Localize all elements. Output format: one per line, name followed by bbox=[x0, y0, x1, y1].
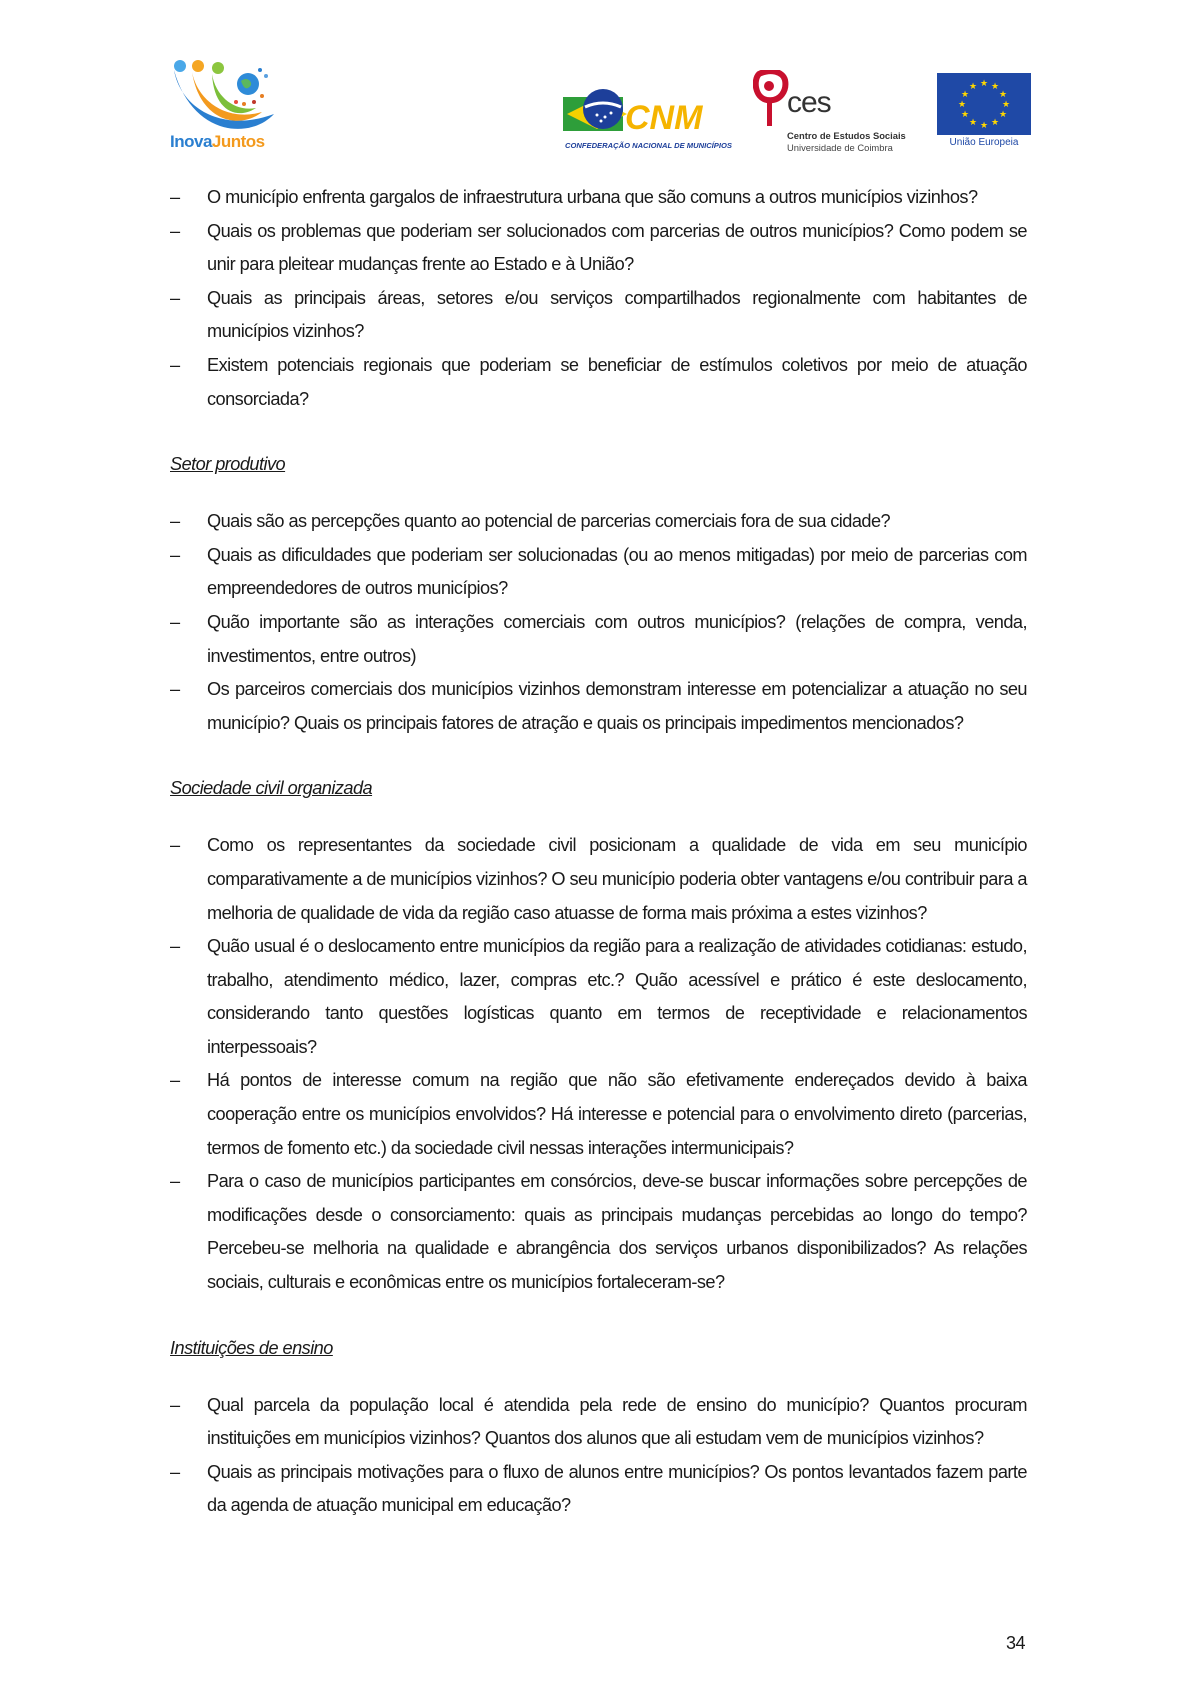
svg-text:★: ★ bbox=[968, 82, 978, 92]
list-item-text: Como os representantes da sociedade civil posicionam a qualidade de vida em seu município comparativamente a de municípios vizinhos? O seu município poderia obter vantagens e/ou contribuir para a melhoria de qualidade de vida da região caso atuasse de forma mais próxima a estes vizinhos? bbox=[207, 835, 1027, 923]
dash-bullet-icon: – bbox=[170, 1461, 180, 1482]
dash-bullet-icon: – bbox=[170, 511, 180, 532]
eu-logo bbox=[937, 73, 1031, 153]
list-item bbox=[170, 606, 1027, 673]
list-item-text: Há pontos de interesse comum na região que não são efetivamente endereçados devido à baixa cooperação entre os municípios envolvidos? Há interesse e potencial para o envolvimento direto (parcerias, termos de fomento etc.) da sociedade civil nessas interações intermunicipais? bbox=[207, 1070, 1027, 1158]
ces-name: Centro de Estudos Sociais bbox=[787, 130, 906, 141]
cnm-full-name: CONFEDERAÇÃO NACIONAL DE MUNICÍPIOS bbox=[565, 141, 732, 150]
ces-logo bbox=[753, 70, 906, 155]
svg-text:★: ★ bbox=[960, 110, 970, 120]
section bbox=[170, 451, 1027, 740]
list-item-text: Qual parcela da população local é atendida pela rede de ensino do município? Quantos procuram instituições em municípios vizinhos? Quantos dos alunos que ali estudam vem de municípios vizinhos? bbox=[207, 1394, 1027, 1449]
list-item-text: O município enfrenta gargalos de infraestrutura urbana que são comuns a outros municípios vizinhos? bbox=[207, 187, 978, 207]
cnm-flag-emblem-icon bbox=[563, 83, 723, 139]
list-item bbox=[170, 505, 1027, 539]
list-item bbox=[170, 930, 1027, 1064]
section bbox=[170, 1335, 1027, 1523]
svg-text:★: ★ bbox=[968, 118, 978, 128]
list-item-text: Quão usual é o deslocamento entre municípios da região para a realização de atividades cotidianas: estudo, trabalho, atendimento médico, lazer, compras etc.? Quão acessível e prático é este deslocamento, considerando tanto questões logísticas quanto em termos de receptividade e relacionamentos interpessoais? bbox=[207, 936, 1027, 1057]
list-item-text: Quais as principais motivações para o fluxo de alunos entre municípios? Os pontos levantados fazem parte da agenda de atuação municipal em educação? bbox=[207, 1461, 1027, 1516]
dash-bullet-icon: – bbox=[170, 936, 180, 957]
list-item bbox=[170, 673, 1027, 740]
section-title: Instituições de ensino bbox=[170, 1337, 333, 1358]
list-item bbox=[170, 1456, 1027, 1523]
dash-bullet-icon: – bbox=[170, 611, 180, 632]
section bbox=[170, 775, 1027, 1299]
list-item-text: Os parceiros comerciais dos municípios vizinhos demonstram interesse em potencializar a atuação no seu município? Quais os principais fatores de atração e quais os principais impedimentos mencionados? bbox=[207, 679, 1027, 733]
document-body bbox=[170, 181, 1027, 1523]
intro-question-list bbox=[170, 181, 1027, 416]
list-item bbox=[170, 539, 1027, 606]
list-item-text: Quão importante são as interações comerciais com outros municípios? (relações de compra, venda, investimentos, entre outros) bbox=[207, 611, 1027, 666]
dash-bullet-icon: – bbox=[170, 1394, 180, 1415]
list-item-text: Quais os problemas que poderiam ser solucionados com parcerias de outros municípios? Como podem se unir para pleitear mudanças frente ao Estado e à União? bbox=[207, 220, 1027, 275]
list-item bbox=[170, 181, 1027, 215]
list-item bbox=[170, 1389, 1027, 1456]
list-item-text: Existem potenciais regionais que poderiam se beneficiar de estímulos coletivos por meio de atuação consorciada? bbox=[207, 354, 1027, 409]
svg-text:★: ★ bbox=[1001, 100, 1011, 110]
list-item bbox=[170, 349, 1027, 416]
inovajuntos-wordmark-inova: Inova bbox=[170, 132, 212, 151]
list-item bbox=[170, 829, 1027, 930]
eu-caption: União Europeia bbox=[949, 137, 1019, 148]
list-item-text: Quais são as percepções quanto ao potencial de parcerias comerciais fora de sua cidade? bbox=[207, 511, 891, 532]
ces-acronym: ces bbox=[787, 86, 831, 119]
svg-text:CNM: CNM bbox=[625, 99, 703, 137]
ces-university: Universidade de Coimbra bbox=[787, 142, 893, 153]
cnm-logo bbox=[563, 83, 732, 153]
svg-text:★: ★ bbox=[960, 90, 970, 100]
dash-bullet-icon: – bbox=[170, 220, 180, 241]
dash-bullet-icon: – bbox=[170, 544, 180, 565]
svg-text:★: ★ bbox=[979, 121, 989, 131]
list-item bbox=[170, 215, 1027, 282]
inovajuntos-logo bbox=[170, 56, 288, 156]
list-item-text: Quais as principais áreas, setores e/ou serviços compartilhados regionalmente com habitantes de municípios vizinhos? bbox=[207, 287, 1027, 342]
page-number: 34 bbox=[1006, 1633, 1026, 1653]
eu-flag-icon bbox=[937, 73, 1031, 135]
dash-bullet-icon: – bbox=[170, 835, 180, 856]
list-item-text: Quais as dificuldades que poderiam ser solucionadas (ou ao menos mitigadas) por meio de parcerias com empreendedores de outros municípios? bbox=[207, 544, 1027, 599]
section-title: Sociedade civil organizada bbox=[170, 778, 373, 799]
list-item bbox=[170, 282, 1027, 349]
dash-bullet-icon: – bbox=[170, 287, 180, 308]
dash-bullet-icon: – bbox=[170, 1070, 180, 1091]
list-item-text: Para o caso de municípios participantes em consórcios, deve-se buscar informações sobre percepções de modificações desde o consorciamento: quais as principais mudanças percebidas ao longo do tempo? Percebeu-se melhoria na qualidade e abrangência dos serviços urbanos disponibilizados? As relações sociais, culturais e econômicas entre os municípios fortaleceram-se? bbox=[207, 1171, 1027, 1293]
svg-text:★: ★ bbox=[998, 110, 1008, 120]
dash-bullet-icon: – bbox=[170, 354, 180, 375]
svg-text:★: ★ bbox=[979, 79, 989, 89]
dash-bullet-icon: – bbox=[170, 679, 180, 700]
svg-text:★: ★ bbox=[990, 118, 1000, 128]
inovajuntos-wordmark-juntos: Juntos bbox=[211, 132, 265, 151]
sections-container bbox=[170, 451, 1027, 1523]
dash-bullet-icon: – bbox=[170, 1171, 180, 1192]
svg-text:★: ★ bbox=[998, 90, 1008, 100]
section-title: Setor produtivo bbox=[170, 454, 286, 475]
page-header bbox=[0, 0, 1190, 165]
dash-bullet-icon: – bbox=[170, 187, 180, 207]
svg-text:★: ★ bbox=[990, 82, 1000, 92]
list-item bbox=[170, 1064, 1027, 1165]
list-item bbox=[170, 1165, 1027, 1299]
inovajuntos-wordmark bbox=[170, 132, 265, 152]
svg-text:★: ★ bbox=[957, 100, 967, 110]
